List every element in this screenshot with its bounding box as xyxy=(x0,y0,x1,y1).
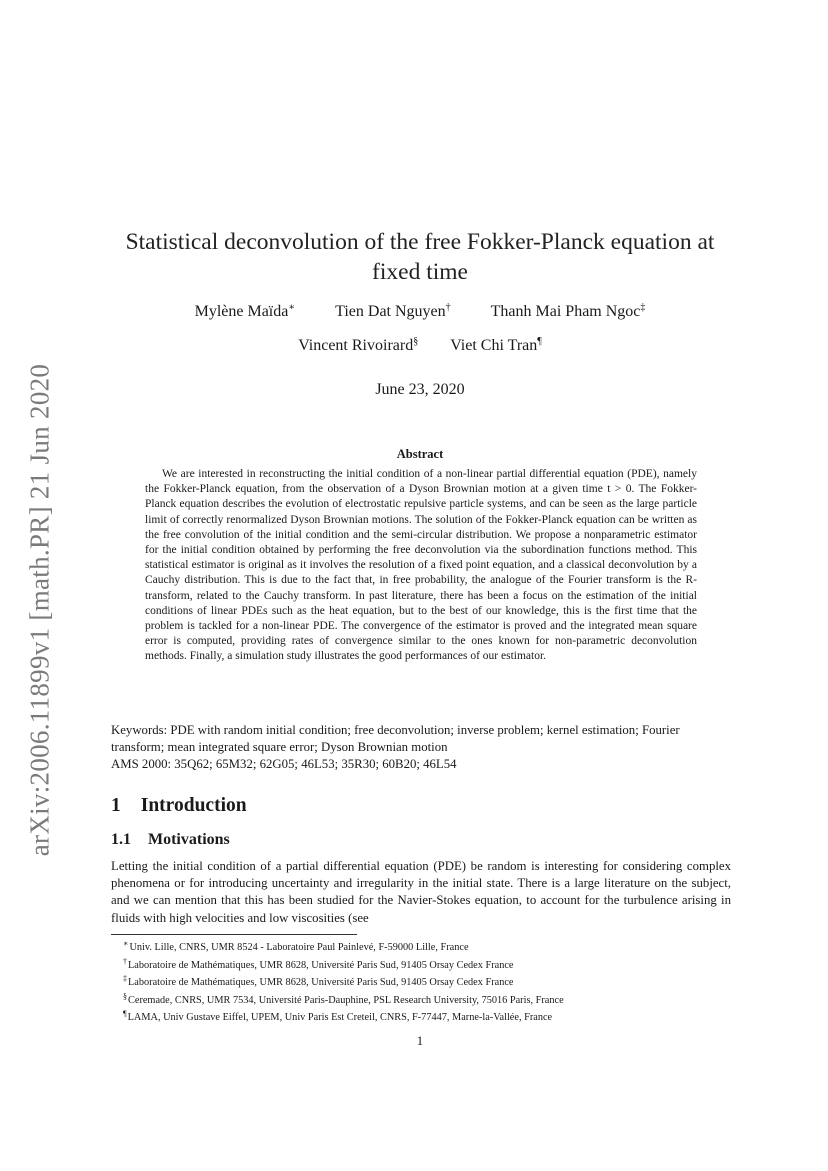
footnote-mark: † xyxy=(123,956,127,966)
author-name: Viet Chi Tran xyxy=(450,337,538,354)
author-name: Tien Dat Nguyen xyxy=(335,303,446,320)
abstract-text: We are interested in reconstructing the initial condition of a non-linear partial differential equation (PDE), namely the Fokker-Planck equation, from the observation of a Dyson Brownian motion at a given time t > 0. The Fokker-Planck equation describes the evolution of electrostatic repulsive particle systems, and can be seen as the large particle limit of correctly renormalized Dyson Brownian motions. The solution of the Fokker-Planck equation can be written as the free convolution of the initial condition and the semi-circular distribution. We propose a nonparametric estimator for the initial condition obtained by performing the free deconvolution via the subordination functions method. This statistical estimator is original as it involves the resolution of a fixed point equation, and a classical deconvolution by a Cauchy distribution. This is due to the fact that, in free probability, the analogue of the Fourier transform is the R-transform, related to the Cauchy transform. In past literature, there has been a focus on the estimation of the initial conditions of linear PDEs such as the heat equation, but to the best of our knowledge, this is the first time that the problem is tackled for a non-linear PDE. The convergence of the estimator is proved and the integrated mean square error is computed, providing rates of convergence similar to the ones known for non-parametric deconvolution methods. Finally, a simulation study illustrates the good performances of our estimator. xyxy=(145,468,697,663)
paper-title: Statistical deconvolution of the free Fokker-Planck equation at fixed time xyxy=(125,229,715,285)
footnote-text: LAMA, Univ Gustave Eiffel, UPEM, Univ Paris Est Creteil, CNRS, F-77447, Marne-la-Vallée, France xyxy=(127,1012,553,1024)
subsection-title: Motivations xyxy=(148,831,230,848)
author-mark[interactable]: ¶ xyxy=(537,336,542,347)
arxiv-sidebar xyxy=(20,350,60,870)
author-mark[interactable]: § xyxy=(413,336,419,347)
footnote-mark: ∗ xyxy=(123,939,129,948)
author xyxy=(195,303,296,321)
author xyxy=(450,337,542,355)
footnote-mark: ‡ xyxy=(123,974,127,984)
body-paragraph: Letting the initial condition of a partial differential equation (PDE) be random is interesting for considering complex phenomena or for introducing uncertainty and irregularity in the initial state. There is a large literature on the subject, and we can mention that this has been studied for the Navier-Stokes equation, to account for the turbulence arising in fluids with high velocities and low viscosities (see xyxy=(111,859,731,925)
footnote-rule xyxy=(111,934,357,935)
page-number: 1 xyxy=(416,1034,424,1048)
footnote xyxy=(111,990,731,1008)
author-name: Vincent Rivoirard xyxy=(298,337,414,354)
footnote xyxy=(111,955,731,973)
author xyxy=(491,303,646,321)
footnote xyxy=(111,972,731,990)
arxiv-identifier[interactable]: arXiv:2006.11899v1 [math.PR] 21 Jun 2020 xyxy=(24,363,55,857)
author-mark[interactable]: † xyxy=(445,302,451,313)
subsection-heading xyxy=(111,831,230,849)
author-mark[interactable]: ‡ xyxy=(640,302,646,313)
footnote-text: Univ. Lille, CNRS, UMR 8524 - Laboratoire Paul Painlevé, F-59000 Lille, France xyxy=(129,942,469,953)
ams-classification: AMS 2000: 35Q62; 65M32; 62G05; 46L53; 35R30; 60B20; 46L54 xyxy=(111,757,457,771)
footnote-text: Laboratoire de Mathématiques, UMR 8628, Université Paris Sud, 91405 Orsay Cedex France xyxy=(128,959,514,971)
section-title: Introduction xyxy=(140,795,247,816)
keywords-block xyxy=(111,722,731,773)
footnote-mark: § xyxy=(123,991,127,1001)
footnote xyxy=(111,937,731,955)
author-name: Mylène Maïda xyxy=(194,303,289,320)
footnote-mark: ¶ xyxy=(123,1009,127,1019)
paper-date: June 23, 2020 xyxy=(375,381,465,398)
author xyxy=(298,337,418,355)
authors-row-2 xyxy=(100,337,740,355)
footnote xyxy=(111,1007,731,1025)
author xyxy=(335,303,451,321)
section-heading xyxy=(111,795,247,817)
footnote-text: Ceremade, CNRS, UMR 7534, Université Paris-Dauphine, PSL Research University, 75016 Paris, France xyxy=(128,994,564,1006)
keywords-line: Keywords: PDE with random initial condition; free deconvolution; inverse problem; kernel estimation; Fourier transform; mean integrated square error; Dyson Brownian motion xyxy=(111,723,680,754)
author-mark[interactable]: ∗ xyxy=(288,302,296,313)
footnotes xyxy=(111,937,731,1025)
footnote-text: Laboratoire de Mathématiques, UMR 8628, Université Paris Sud, 91405 Orsay Cedex France xyxy=(128,977,514,989)
authors-row-1 xyxy=(100,303,740,321)
subsection-number: 1.1 xyxy=(111,831,131,848)
author-name: Thanh Mai Pham Ngoc xyxy=(490,303,641,320)
abstract-heading: Abstract xyxy=(396,447,444,461)
section-number: 1 xyxy=(111,795,121,816)
